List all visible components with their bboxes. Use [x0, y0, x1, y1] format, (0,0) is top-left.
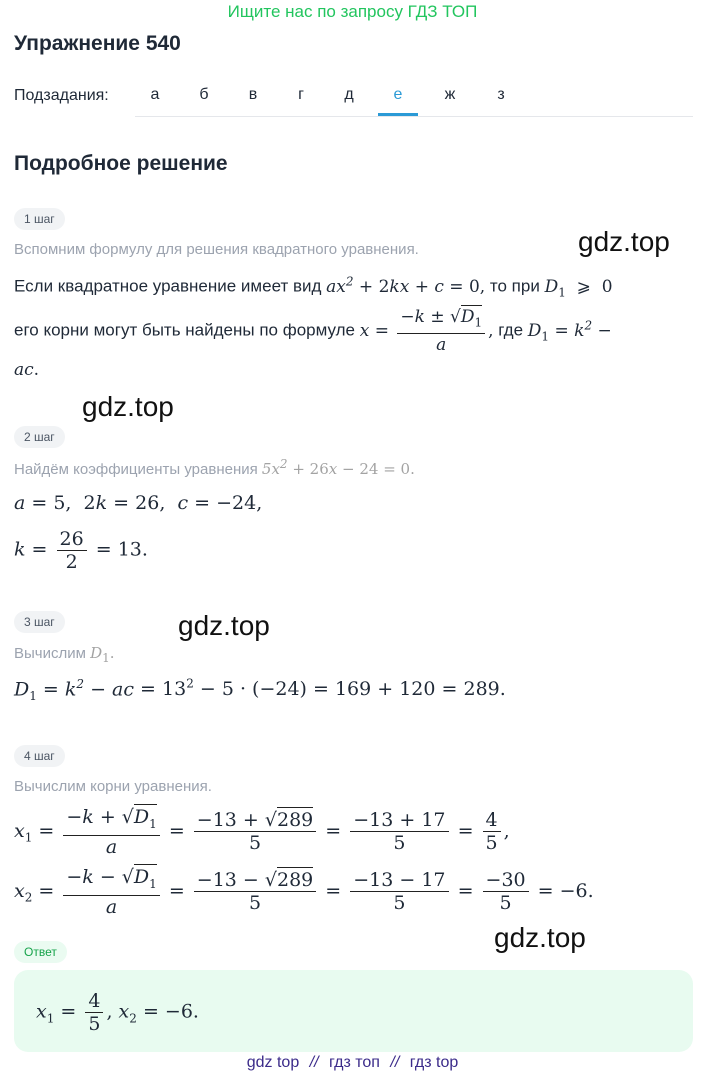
step-3-badge: 3 шаг	[14, 611, 65, 633]
formula-d1: $D_1 = k^2$ −	[527, 318, 612, 344]
step-1-line-2	[14, 306, 612, 356]
step-1-text-1: Если квадратное уравнение имеет вид	[14, 276, 322, 296]
subtask-tab-e[interactable]: е	[378, 76, 418, 116]
subtask-tab-zh[interactable]: ж	[444, 86, 456, 103]
footer-links	[0, 1054, 705, 1072]
watermark: gdz.top	[494, 922, 586, 953]
subtask-tab-d[interactable]: д	[344, 86, 354, 103]
answer-formula: $x_1$ = $\frac{4}{5}$ , $x_2 = -6$.	[36, 990, 199, 1035]
footer-link-3[interactable]: гдз top	[409, 1054, 459, 1071]
step-1-badge: 1 шаг	[14, 208, 65, 230]
formula-roots: x = $\frac{-k \pm √D_1}{a}$ ,	[359, 307, 494, 356]
subtasks-label: Подзадания:	[14, 87, 109, 104]
step-1-text-4: где	[498, 320, 524, 340]
formula-d1-label: $D_1$.	[90, 644, 115, 665]
step-2-hint: Найдём коэффициенты уравнения	[14, 461, 258, 478]
footer-separator: //	[309, 1054, 319, 1071]
subtasks-tabs	[135, 76, 693, 117]
answer-box	[14, 970, 693, 1052]
footer-separator: //	[390, 1054, 400, 1071]
solution-heading: Подробное решение	[14, 152, 228, 175]
step-3-hint-line	[14, 644, 115, 665]
step-1-text-2: то при	[489, 276, 540, 296]
step-2-hint-line	[14, 457, 415, 478]
step-1-text-3: его корни могут быть найдены по формуле	[14, 320, 355, 340]
step-1-line-1	[14, 274, 613, 299]
footer-link-1[interactable]: gdz top	[246, 1054, 300, 1071]
formula-x2: $x_2$ = $\frac{-k - √D_1}{a}$ = $\frac{-13 - √289}{5}$ = $\frac{-13 - 17}{5}$ = $\frac{-30}{5}$ = −6.	[14, 866, 594, 918]
footer-link-2[interactable]: гдз топ	[329, 1054, 380, 1071]
formula-k: k = $\frac{26}{2}$ = 13.	[14, 528, 148, 573]
formula-d1-end: ac.	[14, 360, 40, 380]
formula-discriminant-condition: $D_1$ ⩾ 0	[544, 276, 613, 300]
answer-badge: Ответ	[14, 941, 67, 963]
page-title: Упражнение 540	[14, 32, 181, 55]
step-4-hint: Вычислим корни уравнения.	[14, 778, 212, 795]
watermark: gdz.top	[578, 226, 670, 257]
step-2-badge: 2 шаг	[14, 426, 65, 448]
subtask-tab-b[interactable]: б	[199, 86, 209, 103]
step-3-hint: Вычислим	[14, 645, 86, 662]
formula-coefficients: a = 5, 2k = 26, c = −24,	[14, 492, 263, 514]
watermark: gdz.top	[178, 610, 270, 641]
subtask-tab-v[interactable]: в	[248, 86, 258, 103]
promo-banner[interactable]: Ищите нас по запросу ГДЗ ТОП	[227, 2, 478, 21]
step-4-badge: 4 шаг	[14, 745, 65, 767]
watermark: gdz.top	[82, 391, 174, 422]
formula-x1: $x_1$ = $\frac{-k + √D_1}{a}$ = $\frac{-13 + √289}{5}$ = $\frac{-13 + 17}{5}$ = $\frac{4}{5}$ ,	[14, 806, 510, 858]
formula-equation: $5x^2 + 26x - 24 = 0$.	[261, 457, 415, 478]
formula-d1-calc: $D_1 = k^2$ − ac = $13^2 - 5 \cdot (-24) = 169 + 120 = 289$.	[14, 677, 506, 704]
step-1-hint: Вспомним формулу для решения квадратного уравнения.	[14, 241, 419, 258]
subtask-tab-a[interactable]: а	[150, 86, 160, 103]
subtask-tab-g[interactable]: г	[298, 86, 304, 103]
formula-general-equation: $ax^2 + 2kx + c = 0$,	[326, 274, 486, 297]
subtask-tab-z[interactable]: з	[497, 86, 505, 103]
